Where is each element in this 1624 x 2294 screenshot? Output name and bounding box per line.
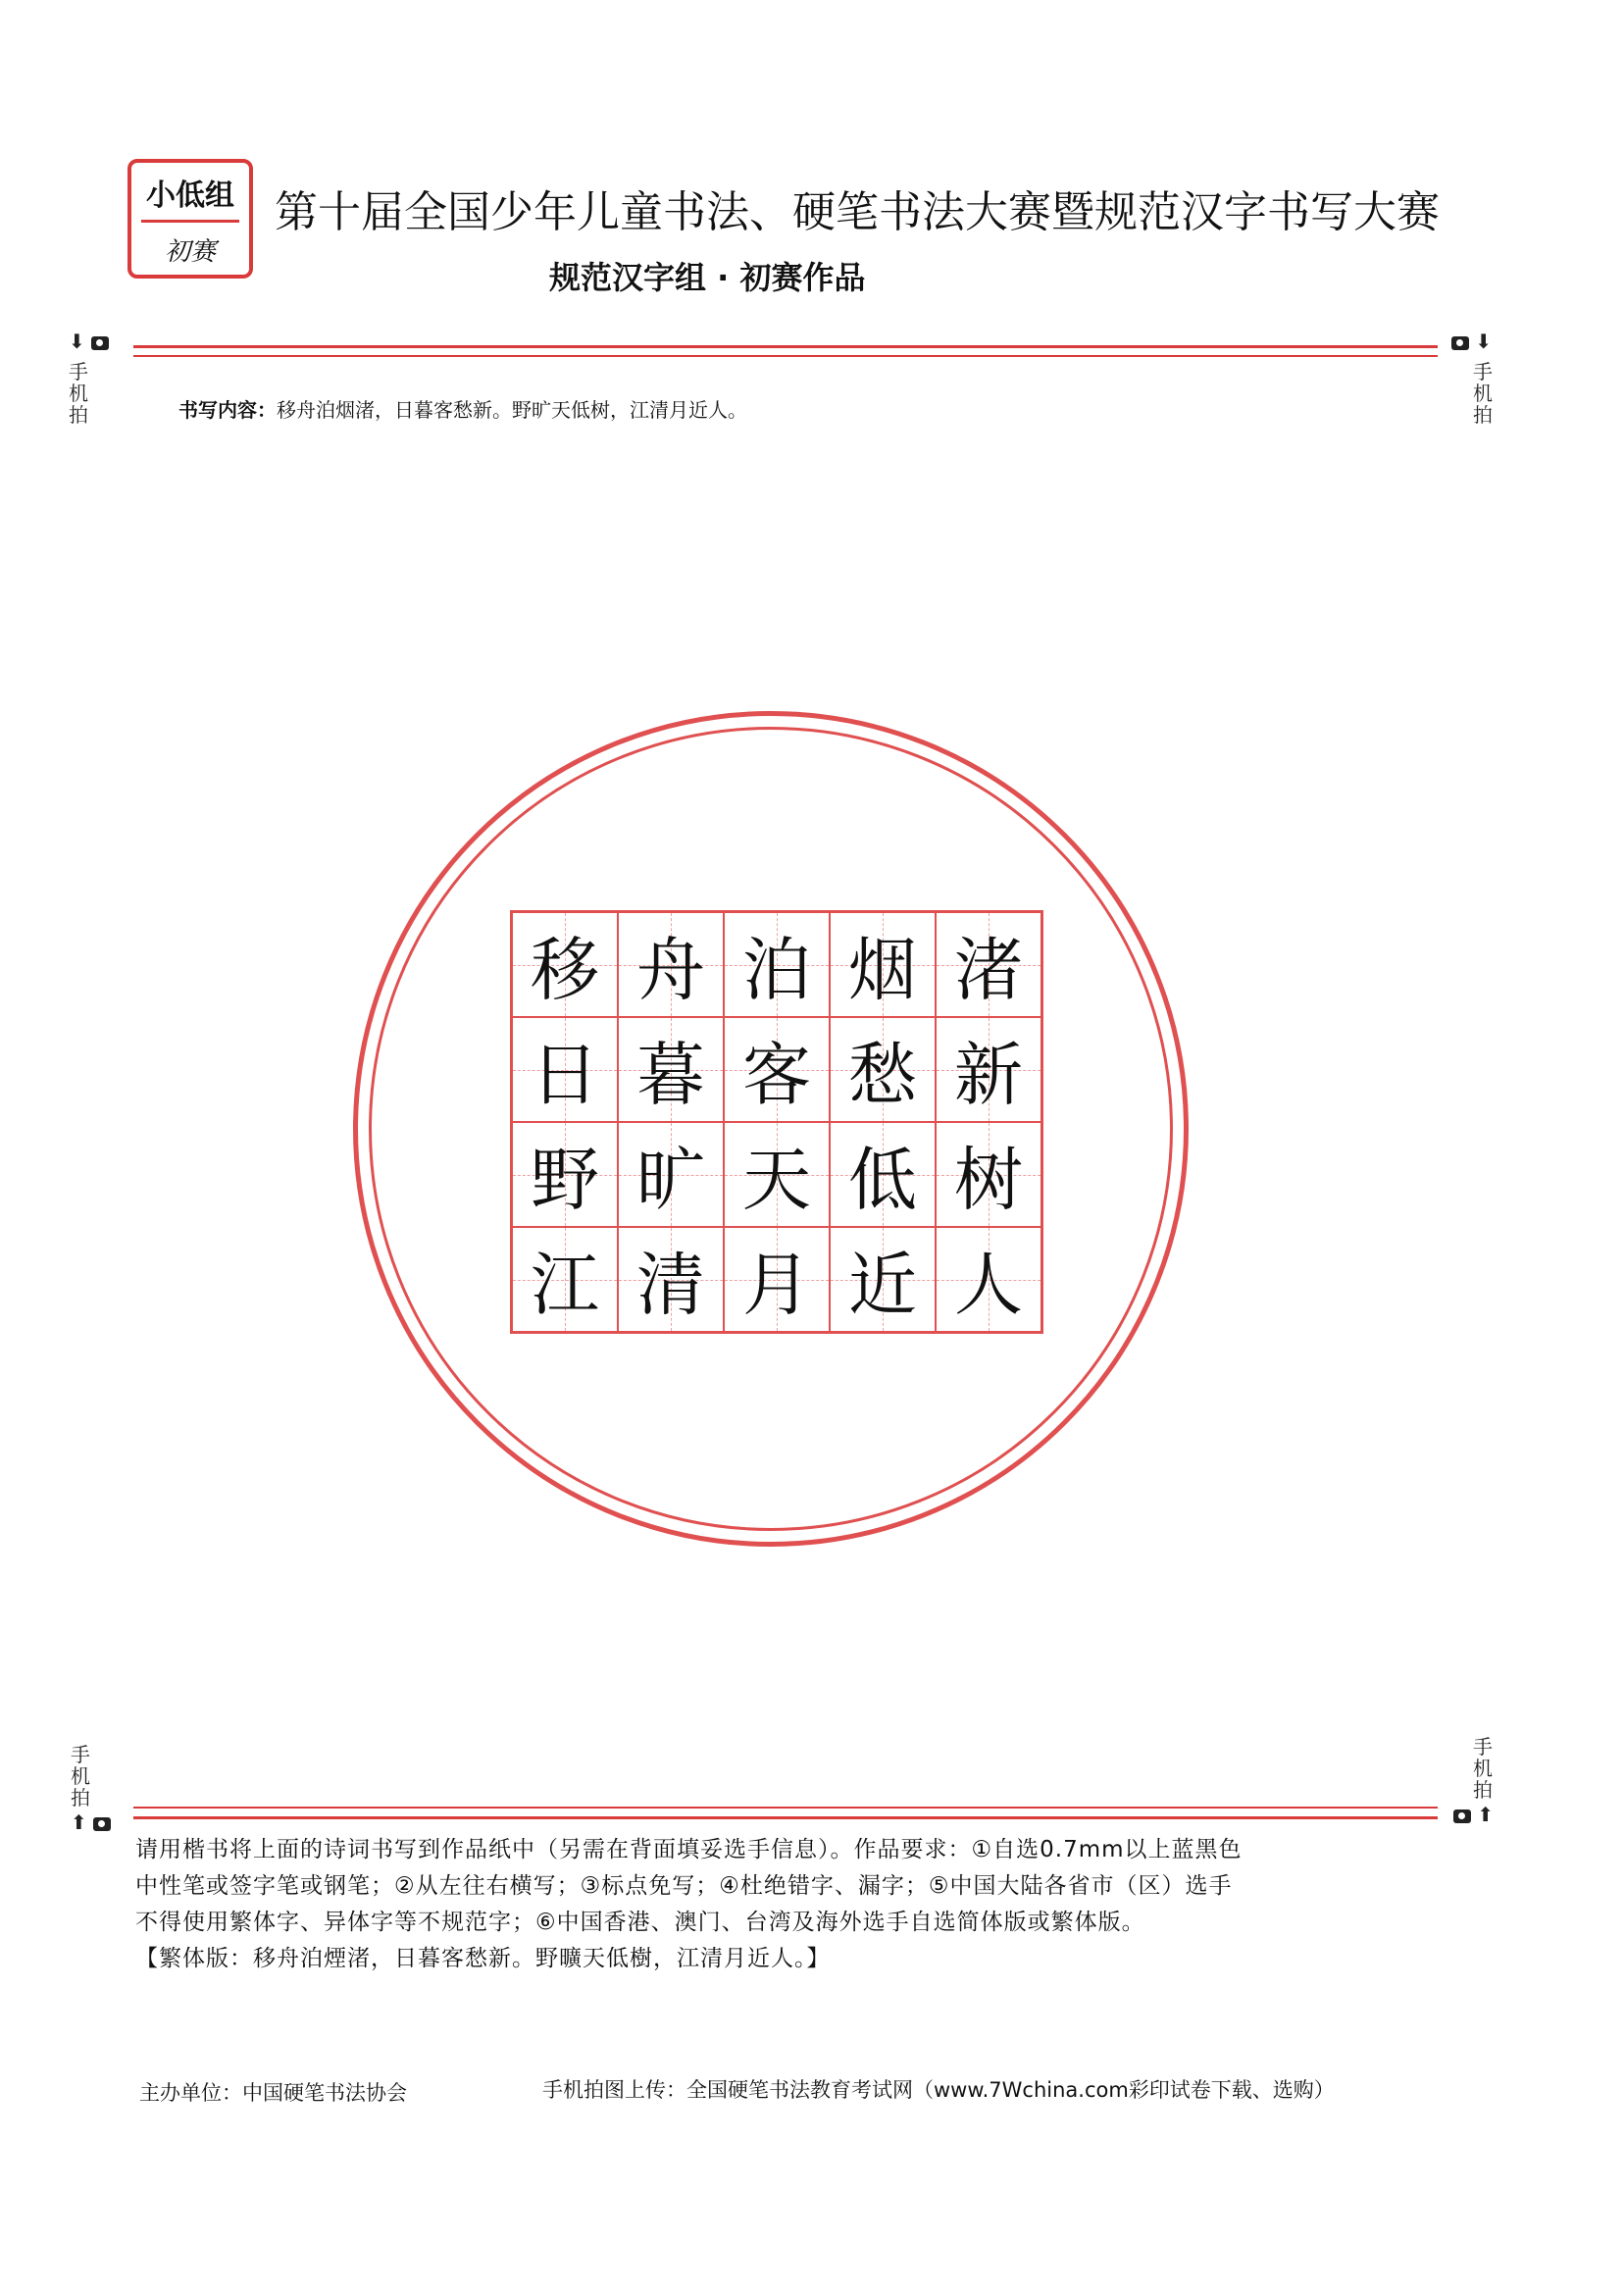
- top-left-marker: [69, 330, 109, 353]
- grid-cell: 近: [830, 1227, 936, 1332]
- grid-cell: 低: [830, 1122, 936, 1227]
- stage-label: 初赛: [164, 237, 216, 267]
- group-label: 小低组: [146, 178, 234, 213]
- camera-icon: [91, 336, 109, 350]
- badge-divider: [141, 220, 239, 223]
- top-divider-thin: [133, 355, 1438, 357]
- bottom-left-marker: [71, 1810, 111, 1834]
- grid-cell: 舟: [618, 912, 724, 1017]
- grid-cell: 人: [936, 1227, 1041, 1332]
- arrow-up-icon: ⬆: [71, 1810, 87, 1834]
- traditional-version: 【繁体版：移舟泊煙渚，日暮客愁新。野曠天低樹，江清月近人。】: [135, 1946, 831, 1971]
- bottom-divider: [133, 1816, 1438, 1819]
- requirements-line: 中性笔或签字笔或钢笔；②从左往右横写；③标点免写；④杜绝错字、漏字；⑤中国大陆各省市（区）选手: [135, 1873, 1233, 1899]
- grid-cell: 日: [512, 1017, 618, 1122]
- grid-cell: 新: [936, 1017, 1041, 1122]
- organizer: 主办单位：中国硬笔书法协会: [139, 2081, 407, 2105]
- camera-icon: [1453, 1810, 1471, 1823]
- top-divider: [133, 345, 1438, 348]
- requirements-line: 不得使用繁体字、异体字等不规范字；⑥中国香港、澳门、台湾及海外选手自选简体版或繁体版。: [135, 1910, 1145, 1935]
- camera-icon: [1451, 336, 1469, 350]
- requirements: [135, 1832, 1430, 1977]
- phone-photo-label-top-right: 手 机 拍: [1473, 360, 1493, 427]
- group-badge: [127, 159, 253, 279]
- grid-cell: 愁: [830, 1017, 936, 1122]
- bottom-right-marker: [1453, 1803, 1494, 1826]
- grid-cell: 天: [724, 1122, 830, 1227]
- grid-cell: 烟: [830, 912, 936, 1017]
- writing-grid: [510, 910, 1043, 1334]
- grid-cell: 树: [936, 1122, 1041, 1227]
- grid-cell: 泊: [724, 912, 830, 1017]
- requirements-line: 请用楷书将上面的诗词书写到作品纸中（另需在背面填妥选手信息）。作品要求：①自选0.7mm以上蓝黑色: [135, 1837, 1243, 1862]
- phone-photo-label-top-left: 手 机 拍: [69, 360, 88, 427]
- upload-info: 手机拍图上传：全国硬笔书法教育考试网（www.7Wchina.com彩印试卷下载、选购）: [542, 2078, 1335, 2102]
- grid-cell: 旷: [618, 1122, 724, 1227]
- page-title: 第十届全国少年儿童书法、硬笔书法大赛暨规范汉字书写大赛: [275, 187, 1440, 237]
- grid-cell: 野: [512, 1122, 618, 1227]
- grid-cell: 清: [618, 1227, 724, 1332]
- phone-photo-label-bottom-right: 手 机 拍: [1473, 1735, 1493, 1802]
- arrow-down-icon: ⬇: [1475, 330, 1493, 353]
- grid-cell: 客: [724, 1017, 830, 1122]
- top-right-marker: [1451, 330, 1492, 353]
- arrow-down-icon: ⬇: [69, 330, 85, 353]
- phone-photo-label-bottom-left: 手 机 拍: [71, 1743, 90, 1810]
- page-subtitle: 规范汉字组 · 初赛作品: [549, 259, 866, 296]
- arrow-up-icon: ⬆: [1477, 1803, 1495, 1826]
- writing-content-label: 书写内容：: [178, 398, 277, 422]
- writing-content-text: 移舟泊烟渚，日暮客愁新。野旷天低树，江清月近人。: [277, 398, 747, 422]
- grid-cell: 移: [512, 912, 618, 1017]
- grid-cell: 江: [512, 1227, 618, 1332]
- grid-cell: 暮: [618, 1017, 724, 1122]
- camera-icon: [93, 1817, 111, 1831]
- bottom-divider-thin: [133, 1807, 1438, 1809]
- grid-cell: 月: [724, 1227, 830, 1332]
- grid-cell: 渚: [936, 912, 1041, 1017]
- writing-content: [178, 394, 747, 423]
